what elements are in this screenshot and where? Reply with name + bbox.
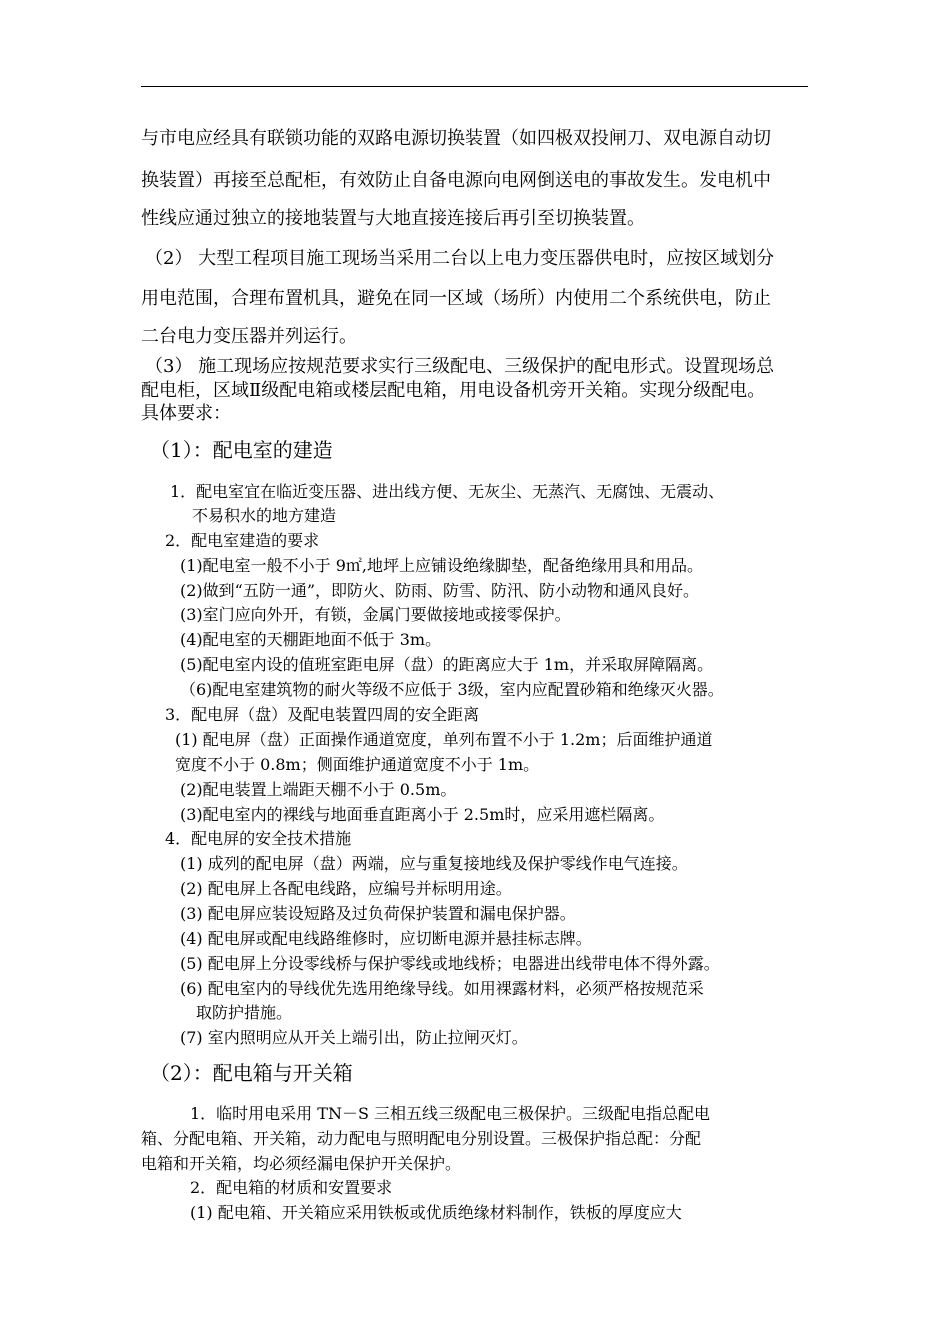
sub-item: (4)配电室的天棚距地面不低于 3m。 bbox=[180, 630, 442, 649]
intro-line: 换装置）再接至总配柜，有效防止自备电源向电网倒送电的事故发生。发电机中 bbox=[141, 170, 771, 191]
item-line: 二台电力变压器并列运行。 bbox=[141, 326, 357, 347]
sub-item: (5)配电室内设的值班室距电屏（盘）的距离应大于 1m，并采取屏障隔离。 bbox=[180, 655, 714, 674]
paragraph-line: 箱、分配电箱、开关箱，动力配电与照明配电分别设置。三极保护指总配：分配 bbox=[141, 1129, 702, 1148]
sub-item: (2) 配电屏上各配电线路，应编号并标明用途。 bbox=[180, 879, 512, 898]
list-item-title: 2．配电室建造的要求 bbox=[165, 531, 320, 550]
list-item: 1．配电室宜在临近变压器、进出线方便、无灰尘、无蒸汽、无腐蚀、无震动、 bbox=[170, 482, 725, 501]
item-line: （2） 大型工程项目施工现场当采用二台以上电力变压器供电时，应按区域划分 bbox=[145, 248, 775, 269]
section-heading: （2）：配电箱与开关箱 bbox=[150, 1061, 353, 1085]
list-item: 不易积水的地方建造 bbox=[192, 506, 337, 525]
item-line: （3） 施工现场应按规范要求实行三级配电、三级保护的配电形式。设置现场总 bbox=[145, 356, 775, 377]
sub-item: (2)配电装置上端距天棚不小于 0.5m。 bbox=[180, 780, 457, 799]
sub-item: (1) 配电箱、开关箱应采用铁板或优质绝缘材料制作，铁板的厚度应大 bbox=[190, 1203, 682, 1222]
section-heading: （1）：配电室的建造 bbox=[150, 438, 333, 462]
intro-line: 与市电应经具有联锁功能的双路电源切换装置（如四极双投闸刀、双电源自动切 bbox=[141, 128, 771, 149]
item-line: 配电柜，区域Ⅱ级配电箱或楼层配电箱，用电设备机旁开关箱。实现分级配电。 bbox=[141, 380, 766, 401]
list-item-title: 4．配电屏的安全技术措施 bbox=[165, 829, 352, 848]
list-item-title: 3．配电屏（盘）及配电装置四周的安全距离 bbox=[165, 705, 480, 724]
paragraph-line: 1．临时用电采用 TN－S 三相五线三级配电三极保护。三级配电指总配电 bbox=[190, 1104, 710, 1123]
header-rule bbox=[141, 86, 808, 87]
sub-item: (1)配电室一般不小于 9㎡,地坪上应铺设绝缘脚垫，配备绝缘用具和用品。 bbox=[180, 556, 704, 575]
sub-item: (1) 成列的配电屏（盘）两端，应与重复接地线及保护零线作电气连接。 bbox=[180, 854, 688, 873]
item-line: 具体要求： bbox=[141, 403, 231, 424]
sub-item: (3)室门应向外开，有锁，金属门要做接地或接零保护。 bbox=[180, 605, 571, 624]
intro-line: 性线应通过独立的接地装置与大地直接连接后再引至切换装置。 bbox=[141, 208, 645, 229]
paragraph-line: 电箱和开关箱，均必须经漏电保护开关保护。 bbox=[141, 1154, 462, 1173]
sub-item: (7) 室内照明应从开关上端引出，防止拉闸灭灯。 bbox=[180, 1028, 528, 1047]
sub-item: (2)做到“五防一通”，即防火、防雨、防雪、防汛、防小动物和通风良好。 bbox=[180, 581, 700, 600]
sub-item: 宽度不小于 0.8m；侧面维护通道宽度不小于 1m。 bbox=[175, 755, 540, 774]
sub-item: (6) 配电室内的导线优先选用绝缘导线。如用裸露材料，必须严格按规范采 bbox=[180, 979, 704, 998]
sub-item: (4) 配电屏或配电线路维修时，应切断电源并悬挂标志牌。 bbox=[180, 929, 592, 948]
list-item-title: 2．配电箱的材质和安置要求 bbox=[190, 1178, 393, 1197]
sub-item: (5) 配电屏上分设零线桥与保护零线或地线桥；电器进出线带电体不得外露。 bbox=[180, 954, 720, 973]
item-line: 用电范围，合理布置机具，避免在同一区域（场所）内使用二个系统供电，防止 bbox=[141, 288, 771, 309]
sub-item: 取防护措施。 bbox=[196, 1003, 293, 1022]
sub-item: (3) 配电屏应装设短路及过负荷保护装置和漏电保护器。 bbox=[180, 904, 576, 923]
sub-item: (1) 配电屏（盘）正面操作通道宽度，单列布置不小于 1.2m；后面维护通道 bbox=[175, 730, 713, 749]
sub-item: (3)配电室内的裸线与地面垂直距离小于 2.5m时，应采用遮栏隔离。 bbox=[180, 805, 665, 824]
sub-item: （6)配电室建筑物的耐火等级不应低于 3级，室内应配置砂箱和绝缘灭火器。 bbox=[180, 680, 724, 699]
